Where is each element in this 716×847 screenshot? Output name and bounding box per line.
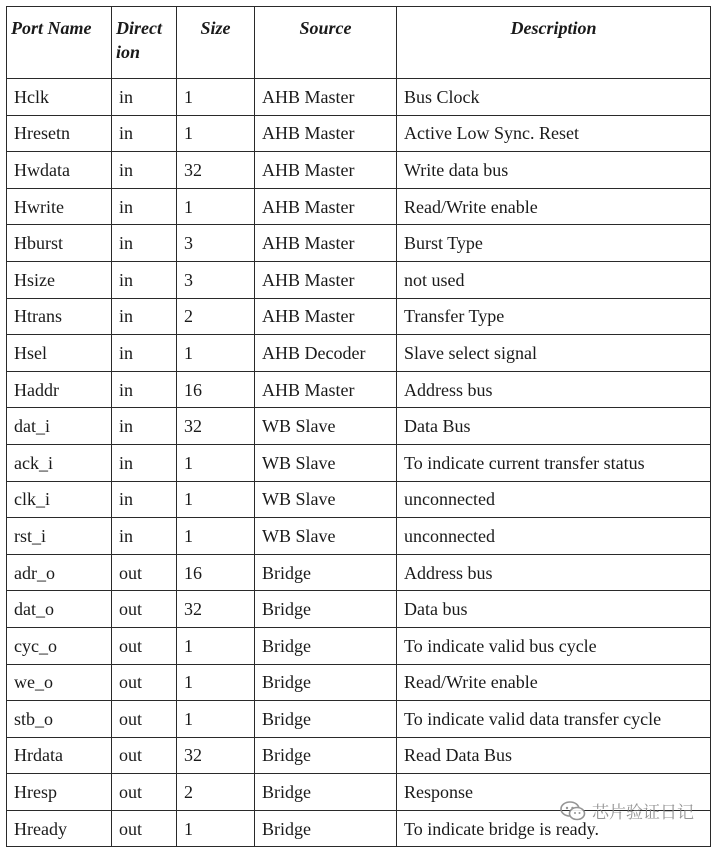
cell-direction: in [112,444,177,481]
header-row [7,7,711,79]
cell-size: 1 [177,188,255,225]
cell-description: Address bus [397,371,711,408]
cell-direction: in [112,152,177,189]
cell-direction: in [112,335,177,372]
cell-port-name: Hwrite [7,188,112,225]
cell-size: 1 [177,664,255,701]
table-row [7,115,711,152]
cell-size: 1 [177,810,255,847]
cell-description: To indicate bridge is ready. [397,810,711,847]
cell-size: 1 [177,701,255,738]
cell-source: Bridge [255,774,397,811]
cell-direction: in [112,518,177,555]
cell-description: Read/Write enable [397,664,711,701]
cell-direction: in [112,371,177,408]
table-row [7,225,711,262]
table-row [7,444,711,481]
cell-port-name: rst_i [7,518,112,555]
cell-description: Data bus [397,591,711,628]
cell-direction: out [112,701,177,738]
cell-description: Bus Clock [397,79,711,116]
cell-port-name: Hresp [7,774,112,811]
cell-source: Bridge [255,554,397,591]
cell-port-name: Hclk [7,79,112,116]
cell-description: Data Bus [397,408,711,445]
cell-size: 32 [177,152,255,189]
table-row [7,554,711,591]
cell-size: 1 [177,115,255,152]
cell-direction: out [112,627,177,664]
cell-port-name: Hsize [7,261,112,298]
cell-size: 1 [177,481,255,518]
cell-port-name: stb_o [7,701,112,738]
table-row [7,701,711,738]
table-row [7,591,711,628]
cell-source: Bridge [255,737,397,774]
table-row [7,298,711,335]
table-row [7,371,711,408]
watermark-text: 芯片验证日记 [592,803,694,823]
cell-port-name: dat_i [7,408,112,445]
cell-source: AHB Decoder [255,335,397,372]
cell-description: Active Low Sync. Reset [397,115,711,152]
cell-port-name: dat_o [7,591,112,628]
cell-size: 32 [177,408,255,445]
cell-port-name: Hsel [7,335,112,372]
cell-description: To indicate valid data transfer cycle [397,701,711,738]
cell-size: 32 [177,737,255,774]
cell-port-name: Haddr [7,371,112,408]
table-row [7,737,711,774]
cell-description: Slave select signal [397,335,711,372]
cell-source: AHB Master [255,152,397,189]
cell-size: 1 [177,335,255,372]
table-row [7,774,711,811]
port-table [6,6,711,847]
cell-size: 2 [177,298,255,335]
cell-port-name: Htrans [7,298,112,335]
cell-direction: out [112,774,177,811]
cell-size: 1 [177,518,255,555]
cell-direction: in [112,298,177,335]
cell-size: 1 [177,444,255,481]
cell-description: Transfer Type [397,298,711,335]
cell-source: WB Slave [255,481,397,518]
cell-direction: out [112,554,177,591]
table-row [7,664,711,701]
table-row [7,152,711,189]
cell-source: WB Slave [255,444,397,481]
cell-description: To indicate current transfer status [397,444,711,481]
cell-description: Read Data Bus [397,737,711,774]
cell-direction: in [112,408,177,445]
cell-source: Bridge [255,664,397,701]
cell-description: unconnected [397,518,711,555]
cell-size: 3 [177,225,255,262]
cell-direction: in [112,225,177,262]
header-description: Description [397,7,711,79]
header-direction: Direct ion [112,7,177,79]
cell-description: Response [397,774,711,811]
cell-size: 1 [177,79,255,116]
table-row [7,481,711,518]
cell-source: AHB Master [255,188,397,225]
cell-size: 3 [177,261,255,298]
cell-description: unconnected [397,481,711,518]
cell-size: 32 [177,591,255,628]
cell-port-name: clk_i [7,481,112,518]
cell-port-name: Hresetn [7,115,112,152]
table-row [7,188,711,225]
cell-size: 1 [177,627,255,664]
cell-port-name: Hburst [7,225,112,262]
cell-description: Burst Type [397,225,711,262]
cell-source: AHB Master [255,225,397,262]
cell-source: AHB Master [255,79,397,116]
cell-source: WB Slave [255,408,397,445]
cell-source: AHB Master [255,371,397,408]
cell-description: Address bus [397,554,711,591]
table-row [7,408,711,445]
cell-port-name: Hwdata [7,152,112,189]
cell-direction: in [112,481,177,518]
cell-port-name: Hrdata [7,737,112,774]
cell-source: Bridge [255,591,397,628]
cell-port-name: we_o [7,664,112,701]
table-row [7,335,711,372]
cell-port-name: Hready [7,810,112,847]
cell-size: 16 [177,371,255,408]
cell-direction: out [112,737,177,774]
cell-description: Read/Write enable [397,188,711,225]
table-row [7,261,711,298]
cell-direction: out [112,810,177,847]
cell-port-name: cyc_o [7,627,112,664]
cell-source: AHB Master [255,298,397,335]
cell-direction: in [112,261,177,298]
cell-direction: in [112,188,177,225]
cell-direction: in [112,79,177,116]
table-row [7,810,711,847]
header-port-name: Port Name [7,7,112,79]
table-row [7,627,711,664]
cell-direction: out [112,591,177,628]
cell-port-name: adr_o [7,554,112,591]
cell-source: AHB Master [255,115,397,152]
cell-port-name: ack_i [7,444,112,481]
header-size: Size [177,7,255,79]
cell-description: To indicate valid bus cycle [397,627,711,664]
cell-source: Bridge [255,810,397,847]
cell-source: WB Slave [255,518,397,555]
cell-direction: in [112,115,177,152]
cell-source: Bridge [255,627,397,664]
cell-source: Bridge [255,701,397,738]
cell-description: Write data bus [397,152,711,189]
table-row [7,518,711,555]
cell-source: AHB Master [255,261,397,298]
cell-size: 2 [177,774,255,811]
table-row [7,79,711,116]
header-source: Source [255,7,397,79]
cell-direction: out [112,664,177,701]
cell-size: 16 [177,554,255,591]
cell-description: not used [397,261,711,298]
